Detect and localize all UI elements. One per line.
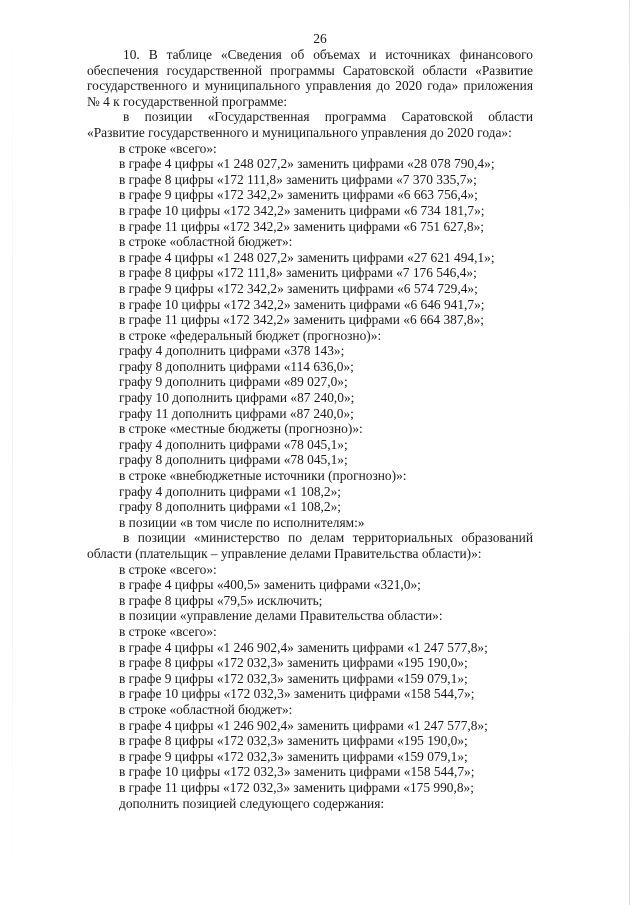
amendment-line: в строке «областной бюджет»:	[119, 234, 293, 250]
amendment-line: в графе 10 цифры «172 342,2» заменить цифрами «6 646 941,7»;	[119, 296, 485, 312]
amendment-line: в графе 9 цифры «172 032,3» заменить цифрами «159 079,1»;	[119, 670, 468, 686]
amendment-line: в графе 11 цифры «172 342,2» заменить цифрами «6 751 627,8»;	[119, 218, 484, 234]
amendment-line: в графе 9 цифры «172 032,3» заменить цифрами «159 079,1»;	[119, 748, 468, 764]
amendment-line: графу 8 дополнить цифрами «114 636,0»;	[119, 358, 354, 374]
amendment-line: в графе 8 цифры «172 111,8» заменить цифрами «7 370 335,7»;	[119, 171, 477, 187]
amendment-line: в строке «внебюджетные источники (прогнозно)»:	[119, 468, 407, 484]
amendment-line: в строке «областной бюджет»:	[119, 701, 293, 717]
amendment-line: графу 8 дополнить цифрами «1 108,2»;	[119, 499, 341, 515]
amendment-line: графу 10 дополнить цифрами «87 240,0»;	[119, 390, 355, 406]
scan-edge-right	[629, 0, 630, 905]
amendment-line: графу 8 дополнить цифрами «78 045,1»;	[119, 452, 348, 468]
amendment-list-program	[87, 141, 533, 531]
amendment-line: в графе 9 цифры «172 342,2» заменить цифрами «6 574 729,4»;	[119, 280, 478, 296]
amendment-line: в позиции «в том числе по исполнителям:»	[119, 514, 365, 530]
amendment-line: в строке «всего»:	[119, 623, 217, 639]
amendment-list-executors	[87, 562, 533, 812]
amendment-line: в графе 4 цифры «1 246 902,4» заменить цифрами «1 247 577,8»;	[119, 639, 488, 655]
amendment-line: в графе 8 цифры «172 032,3» заменить цифрами «195 190,0»;	[119, 733, 468, 749]
amendment-line: в графе 10 цифры «172 342,2» заменить цифрами «6 734 181,7»;	[119, 202, 485, 218]
document-body	[87, 47, 533, 811]
amendment-line: в графе 11 цифры «172 342,2» заменить цифрами «6 664 387,8»;	[119, 312, 484, 328]
position-ministry-paragraph: в позиции «министерство по делам территориальных образований области (плательщик – управление делами Правительства области)»:	[87, 530, 533, 561]
amendment-line: в графе 4 цифры «1 246 902,4» заменить цифрами «1 247 577,8»;	[119, 717, 488, 733]
amendment-line: графу 4 дополнить цифрами «1 108,2»;	[119, 483, 341, 499]
amendment-line: в графе 9 цифры «172 342,2» заменить цифрами «6 663 756,4»;	[119, 187, 478, 203]
amendment-line: в графе 8 цифры «79,5» исключить;	[119, 592, 323, 608]
amendment-line: графу 4 дополнить цифрами «378 143»;	[119, 343, 345, 359]
amendment-line: в графе 4 цифры «1 248 027,2» заменить цифрами «27 621 494,1»;	[119, 249, 495, 265]
amendment-line: в строке «федеральный бюджет (прогнозно)»:	[119, 327, 382, 343]
amendment-line: в строке «всего»:	[119, 561, 217, 577]
position-program-paragraph: в позиции «Государственная программа Саратовской области «Развитие государственного и муниципального управления до 2020 года»:	[87, 109, 533, 140]
amendment-line: в графе 8 цифры «172 032,3» заменить цифрами «195 190,0»;	[119, 655, 468, 671]
amendment-line: графу 4 дополнить цифрами «78 045,1»;	[119, 436, 348, 452]
amendment-line: в графе 11 цифры «172 032,3» заменить цифрами «175 990,8»;	[119, 779, 474, 795]
intro-paragraph: 10. В таблице «Сведения об объемах и источниках финансового обеспечения государственной программы Саратовской области «Развитие государственного и муниципального управления до 2020 года» приложения № 4 к государственной программе:	[87, 47, 533, 109]
amendment-line: графу 11 дополнить цифрами «87 240,0»;	[119, 405, 354, 421]
amendment-line: в графе 10 цифры «172 032,3» заменить цифрами «158 544,7»;	[119, 764, 475, 780]
amendment-line: дополнить позицией следующего содержания:	[119, 795, 385, 811]
amendment-line: в графе 10 цифры «172 032,3» заменить цифрами «158 544,7»;	[119, 686, 475, 702]
amendment-line: в строке «всего»:	[119, 140, 217, 156]
amendment-line: в графе 4 цифры «1 248 027,2» заменить цифрами «28 078 790,4»;	[119, 156, 495, 172]
amendment-line: графу 9 дополнить цифрами «89 027,0»;	[119, 374, 348, 390]
amendment-line: в строке «местные бюджеты (прогнозно)»:	[119, 421, 363, 437]
page-number: 26	[313, 31, 327, 46]
amendment-line: в графе 8 цифры «172 111,8» заменить цифрами «7 176 546,4»;	[119, 265, 477, 281]
amendment-line: в графе 4 цифры «400,5» заменить цифрами «321,0»;	[119, 577, 421, 593]
scan-edge-left	[12, 0, 13, 905]
amendment-line: в позиции «управление делами Правительства области»:	[119, 608, 443, 624]
